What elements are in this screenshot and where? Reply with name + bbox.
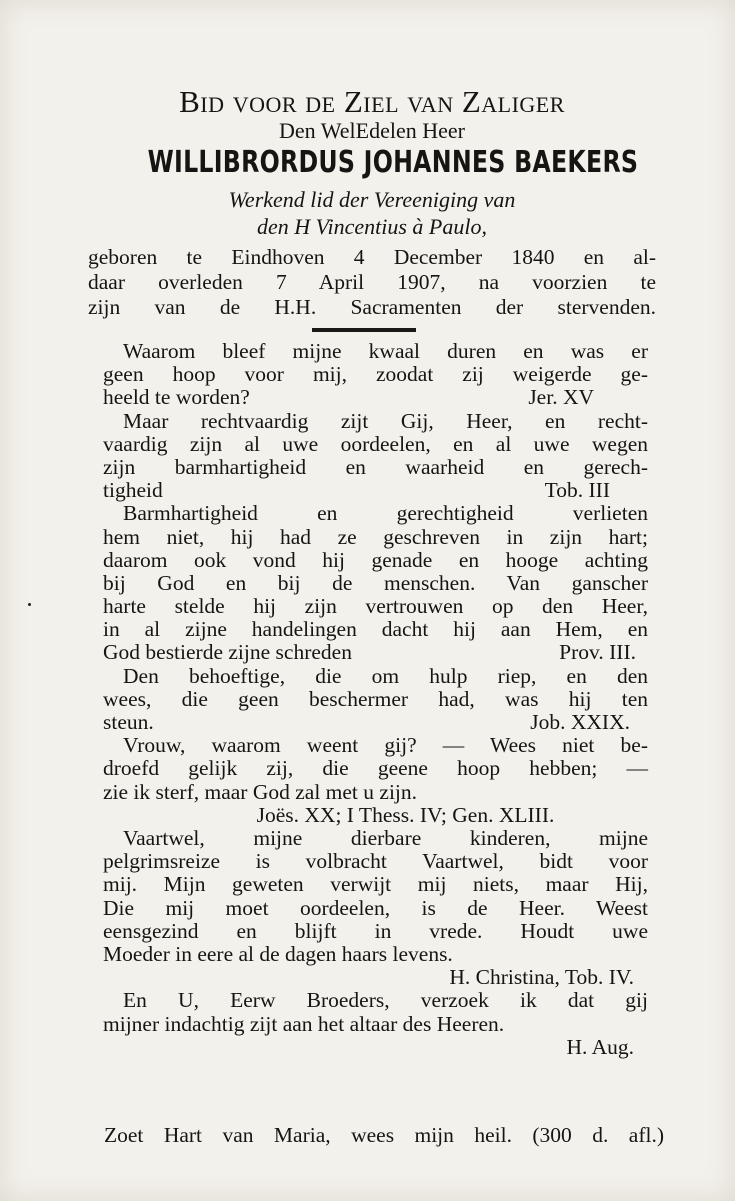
membership-lines bbox=[88, 186, 656, 240]
birth-death-info bbox=[88, 245, 656, 320]
passage-line-with-ref bbox=[103, 479, 648, 502]
print-speck bbox=[28, 603, 31, 606]
passage-line: hem niet, hij had ze geschreven in zijn hart; bbox=[103, 524, 648, 549]
passage-line: Maar rechtvaardig zijt Gij, Heer, en recht- bbox=[123, 408, 648, 433]
passage-line: bij God en bij de menschen. Van ganscher bbox=[103, 570, 648, 595]
passage-line: Vrouw, waarom weent gij? — Wees niet be- bbox=[123, 733, 648, 758]
passage-line: pelgrimsreize is volbracht Vaartwel, bidt voor bbox=[103, 849, 648, 874]
passage-line: mijner indachtig zijt aan het altaar des Heeren. bbox=[103, 1011, 505, 1036]
passage-line: Moeder in eere al de dagen haars levens. bbox=[103, 941, 453, 966]
passage-line: geen hoop voor mij, zoodat zij weigerde ge- bbox=[103, 362, 648, 387]
passage-line-with-ref bbox=[103, 641, 648, 664]
passage-line: droefd gelijk zij, die geene hoop hebben; — bbox=[103, 756, 648, 781]
passage-line: harte stelde hij zijn vertrouwen op den Heer, bbox=[103, 594, 648, 619]
passage-line: in al zijne handelingen dacht hij aan Hem, en bbox=[103, 617, 648, 642]
passage-reference: Joës. XX; I Thess. IV; Gen. XLIII. bbox=[256, 802, 555, 827]
passage-line: heeld te worden? bbox=[103, 385, 250, 410]
passage-reference: Tob. III bbox=[544, 478, 610, 503]
passage-line: Den behoeftige, die om hulp riep, en den bbox=[123, 663, 648, 688]
passage-line-with-ref bbox=[103, 386, 648, 409]
salutation: Den WelEdelen Heer bbox=[279, 118, 465, 143]
birth-line: daar overleden 7 April 1907, na voorzien te bbox=[88, 270, 656, 294]
card-title: Bid voor de Ziel van Zaliger bbox=[179, 84, 565, 119]
membership-line: Werkend lid der Vereeniging van bbox=[228, 187, 516, 212]
passage-line: God bestierde zijne schreden bbox=[103, 640, 352, 665]
passage-line: steun. bbox=[103, 710, 154, 735]
passage-line: tigheid bbox=[103, 478, 163, 503]
passage-line: zie ik sterf, maar God zal met u zijn. bbox=[103, 779, 418, 804]
passage-line: daarom ook vond hij genade en hooge achting bbox=[103, 547, 648, 572]
passage-line-with-ref bbox=[103, 711, 648, 734]
passage-reference: H. Aug. bbox=[566, 1034, 634, 1059]
passage-reference: H. Christina, Tob. IV. bbox=[449, 965, 634, 990]
passage-reference: Jer. XV bbox=[528, 385, 594, 410]
passage-line: En U, Eerw Broeders, verzoek ik dat gij bbox=[123, 988, 648, 1013]
passage-line: Die mij moet oordeelen, is de Heer. Weest bbox=[103, 895, 648, 920]
closing-prayer: Zoet Hart van Maria, wees mijn heil. (300 d. afl.) bbox=[104, 1123, 664, 1147]
deceased-name: WILLIBRORDUS JOHANNES BAEKERS bbox=[147, 145, 639, 180]
passage-line: Barmhartigheid en gerechtigheid verlieten bbox=[123, 501, 648, 526]
passage-line: vaardig zijn al uwe oordeelen, en al uwe wegen bbox=[103, 431, 648, 456]
birth-line: geboren te Eindhoven 4 December 1840 en al- bbox=[88, 245, 656, 269]
birth-line: zijn van de H.H. Sacramenten der stervenden. bbox=[88, 295, 656, 319]
passage-line: zijn barmhartigheid en waarheid en gerech- bbox=[103, 454, 648, 479]
passage-line: wees, die geen beschermer had, was hij ten bbox=[103, 686, 648, 711]
passage-reference: Prov. III. bbox=[559, 640, 636, 665]
passage-line: eensgezind en blijft in vrede. Houdt uwe bbox=[103, 918, 648, 943]
passage-reference: Job. XXIX. bbox=[530, 710, 630, 735]
membership-line: den H Vincentius à Paulo, bbox=[257, 214, 487, 239]
passage-line: mij. Mijn geweten verwijt mij niets, maar Hij, bbox=[103, 872, 648, 897]
passage-line: Vaartwel, mijne dierbare kinderen, mijne bbox=[123, 826, 648, 851]
divider-rule bbox=[312, 328, 416, 332]
passage-line: Waarom bleef mijne kwaal duren en was er bbox=[123, 339, 648, 363]
scripture-passages bbox=[103, 340, 648, 1059]
